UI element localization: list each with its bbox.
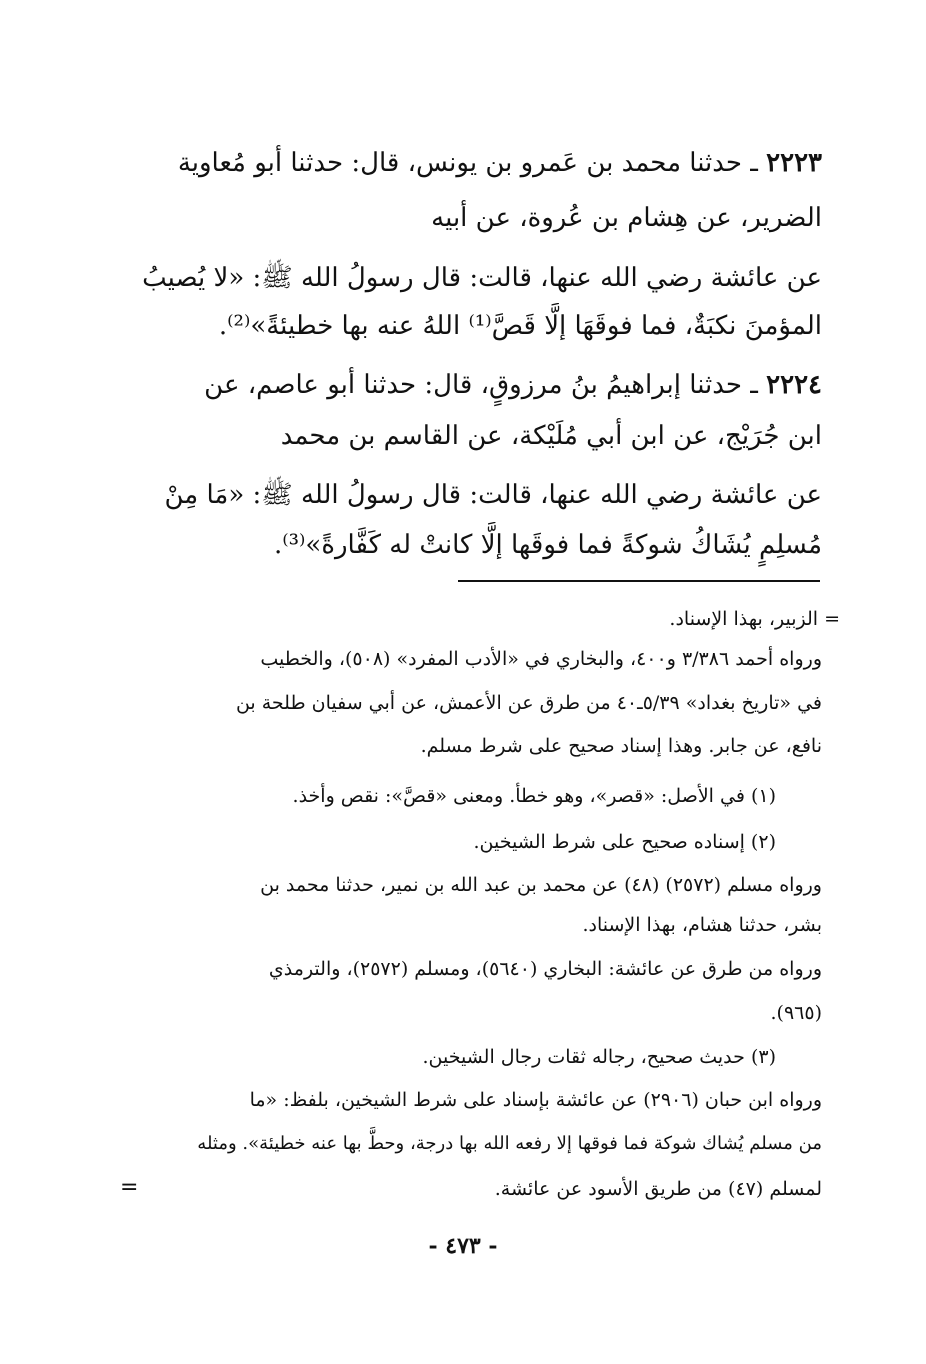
isnad-text: ـ حدثنا محمد بن عَمرو بن يونس، قال: حدثنا أبو مُعاوية: [177, 148, 767, 178]
footnote-line: ورواه أحمد ٣/٣٨٦ و٤٠٠، والبخاري في «الأدب المفرد» (٥٠٨)، والخطيب: [260, 648, 822, 670]
footnote-line: = الزبير، بهذا الإسناد.: [669, 608, 840, 630]
continuation-mark: =: [120, 1175, 139, 1200]
hadith-number: ٢٢٢٣: [766, 148, 822, 178]
footnote-line: (٩٦٥).: [770, 1002, 822, 1024]
footnote-line: لمسلم (٤٧) من طريق الأسود عن عائشة.: [494, 1178, 822, 1200]
isnad-text: ـ حدثنا إبراهيمُ بنُ مرزوقٍ، قال: حدثنا أبو عاصم، عن: [204, 370, 767, 400]
page-number: - ٤٧٣ -: [428, 1233, 498, 1259]
footnote-line: نافع، عن جابر. وهذا إسناد صحيح على شرط مسلم.: [420, 735, 822, 757]
hadith-2223-matn-line-1: عن عائشة رضي الله عنها، قالت: قال رسولُ الله ﷺ: «لا يُصيبُ: [142, 263, 822, 293]
footnote-separator: [458, 580, 820, 582]
footnote-line: (١) في الأصل: «قصر»، وهو خطأ. ومعنى «قصَّ»: نقص وأخذ.: [292, 785, 776, 807]
hadith-2224-isnad-line-1: [102, 362, 822, 408]
hadith-2224-isnad-line-2: ابن جُرَيْج، عن ابن أبي مُلَيْكة، عن القاسم بن محمد: [280, 421, 822, 451]
footnote-line: ورواه ابن حبان (٢٩٠٦) عن عائشة بإسناد على شرط الشيخين، بلفظ: «ما: [249, 1089, 822, 1111]
hadith-2223-isnad-line-2: الضرير، عن هِشام بن عُروة، عن أبيه: [431, 203, 822, 233]
footnote-line: ورواه مسلم (٢٥٧٢) (٤٨) عن محمد بن عبد الله بن نمير، حدثنا محمد بن: [260, 874, 822, 896]
footnote-line: من مسلم يُشاك شوكة فما فوقها إلا رفعه الله بها درجة، وحطَّ بها عنه خطيئة». ومثله: [197, 1133, 822, 1154]
hadith-2223-matn-line-2: المؤمنَ نكبَةٌ، فما فوقَهَا إلَّا قَصَّ⁽¹⁾ اللهُ عنه بها خطيئةً»⁽²⁾.: [218, 311, 822, 341]
footnote-line: (٣) حديث صحيح، رجاله ثقات رجال الشيخين.: [422, 1046, 776, 1068]
hadith-2224-matn-line-2: مُسلِمٍ يُشَاكُ شوكةً فما فوقَها إلَّا كانتْ له كَفَّارةً»⁽³⁾.: [273, 530, 822, 560]
footnote-line: في «تاريخ بغداد» ٥/٣٩ـ٤٠ من طرق عن الأعمش، عن أبي سفيان طلحة بن: [235, 692, 822, 714]
hadith-2223-isnad-line-1: [102, 140, 822, 186]
footnote-line: (٢) إسناده صحيح على شرط الشيخين.: [473, 831, 776, 853]
footnote-line: ورواه من طرق عن عائشة: البخاري (٥٦٤٠)، ومسلم (٢٥٧٢)، والترمذي: [268, 958, 822, 980]
footnote-line: بشر، حدثنا هشام، بهذا الإسناد.: [582, 914, 822, 936]
hadith-number: ٢٢٢٤: [766, 370, 822, 400]
hadith-2224-matn-line-1: عن عائشة رضي الله عنها، قالت: قال رسولُ الله ﷺ: «مَا مِنْ: [164, 480, 822, 510]
